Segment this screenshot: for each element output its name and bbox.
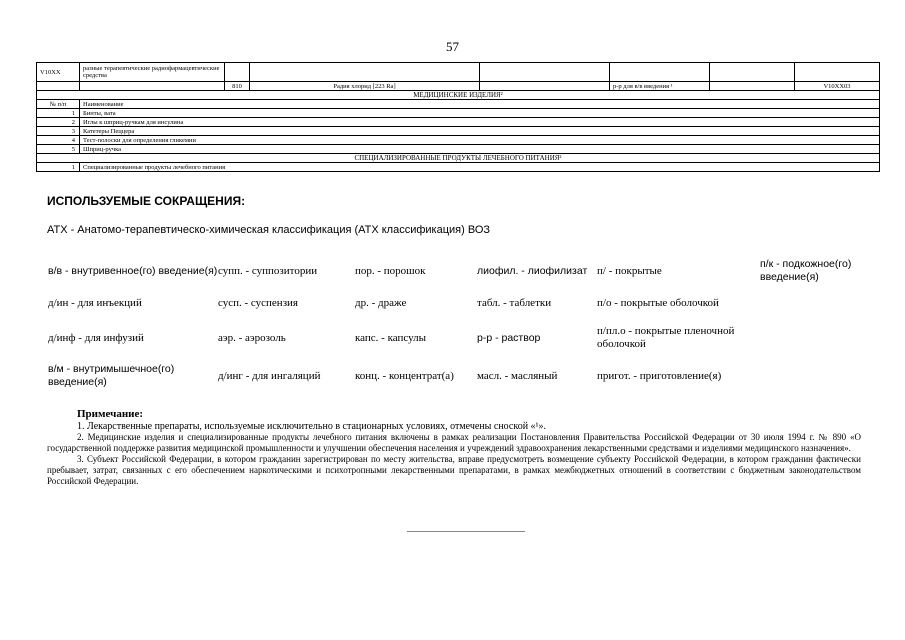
page-number: 57 xyxy=(446,39,459,54)
note-item: 2. Медицинские изделия и специализированные продукты лечебного питания включены в рамках реализации Постановления Правительства Российской Федерации от 30 июля 1994 г. № 890 «О государственной поддержке развития медицинской промышленности и улучшении обеспечения населения и учреждений здравоохранения лекарственными средствами и изделиями медицинского назначения». xyxy=(47,432,861,453)
notes-section xyxy=(47,409,861,487)
section-title-devices: МЕДИЦИНСКИЕ ИЗДЕЛИЯ² xyxy=(37,91,880,100)
abbreviation: п/к - подкожное(го) введение(я) xyxy=(760,258,852,283)
abbreviation: пригот. - приготовление(я) xyxy=(597,369,722,382)
abbreviation: аэр. - аэрозоль xyxy=(218,331,286,344)
medicines-table xyxy=(36,62,880,172)
note-item: 1. Лекарственные препараты, используемые исключительно в стационарных условиях, отмечены сноской «¹». xyxy=(77,421,547,432)
abbreviation: табл. - таблетки xyxy=(477,296,552,309)
atc-definition: АТХ - Анатомо-терапевтическо-химическая классификация (АТХ классификация) ВОЗ xyxy=(47,224,491,236)
footer-divider xyxy=(407,531,525,532)
atc-code-cell: V10XX xyxy=(37,63,80,82)
abbreviations-heading: ИСПОЛЬЗУЕМЫЕ СОКРАЩЕНИЯ: xyxy=(47,194,246,208)
abbreviation: супп. - суппозитории xyxy=(218,264,318,277)
abbreviations-row xyxy=(48,319,878,357)
table-row xyxy=(37,82,880,91)
table-row: 1 Специализированные продукты лечебного питания xyxy=(37,163,880,172)
table-row xyxy=(37,63,880,82)
table-header-row xyxy=(37,100,880,109)
notes-title: Примечание: xyxy=(77,408,144,420)
abbreviation: д/инг - для ингаляций xyxy=(218,369,321,382)
abbreviations-row xyxy=(48,357,878,395)
table-row: 4 Тест-полоски для определения гликемии xyxy=(37,136,880,145)
abbreviation: конц. - концентрат(а) xyxy=(355,369,454,382)
abbreviation: п/о - покрытые оболочкой xyxy=(597,296,719,309)
table-row: 2 Иглы к шприц-ручкам для инсулина xyxy=(37,118,880,127)
abbreviation: капс. - капсулы xyxy=(355,331,427,344)
note-item: 3. Субъект Российской Федерации, в котором гражданин зарегистрирован по месту жительства, вправе предусмотреть возмещение субъекту Российской Федерации, в котором гражданин фактически пребывает, затрат, связанных с его обеспечением наркотическими и психотропными лекарственными препаратами, в рамках межбюджетных отношений в соответствии с бюджетным законодательством Российской Федерации. xyxy=(47,454,861,486)
abbreviations-row xyxy=(48,287,878,319)
abbreviation: сусп. - суспензия xyxy=(218,296,298,309)
table-row: 5 Шприц-ручка xyxy=(37,145,880,154)
abbreviation: д/ин - для инъекций xyxy=(48,296,142,309)
abbreviation: п/ - покрытые xyxy=(597,264,662,277)
drug-code-cell: V10XX03 xyxy=(795,82,880,91)
abbreviations-grid xyxy=(48,255,878,395)
atc-group-name-cell: разные терапевтические радиофармацевтические средства xyxy=(80,63,225,82)
row-number-cell: 810 xyxy=(225,82,250,91)
abbreviation: масл. - масляный xyxy=(477,369,558,382)
section-title-nutrition: СПЕЦИАЛИЗИРОВАННЫЕ ПРОДУКТЫ ЛЕЧЕБНОГО ПИТАНИЯ² xyxy=(37,154,880,163)
abbreviation: в/в - внутривенное(го) введение(я) xyxy=(48,264,218,277)
table-row: 3 Катетеры Пеццера xyxy=(37,127,880,136)
column-header-name: Наименование xyxy=(80,100,880,109)
abbreviation: р-р - раствор xyxy=(477,331,541,344)
dosage-form-cell: р-р для в/в введения ¹ xyxy=(610,82,710,91)
abbreviation: п/пл.о - покрытые пленочной оболочкой xyxy=(597,325,735,350)
abbreviation: в/м - внутримышечное(го) введение(я) xyxy=(48,363,175,388)
abbreviation: д/инф - для инфузий xyxy=(48,331,144,344)
drug-name-cell: Радия хлорид [223 Ra] xyxy=(250,82,480,91)
abbreviation: пор. - порошок xyxy=(355,264,426,277)
abbreviation: лиофил. - лиофилизат xyxy=(477,264,588,277)
table-row: 1 Бинты, вата xyxy=(37,109,880,118)
abbreviations-row xyxy=(48,255,878,287)
column-header-num: № п/п xyxy=(37,100,80,109)
abbreviation: др. - драже xyxy=(355,296,407,309)
